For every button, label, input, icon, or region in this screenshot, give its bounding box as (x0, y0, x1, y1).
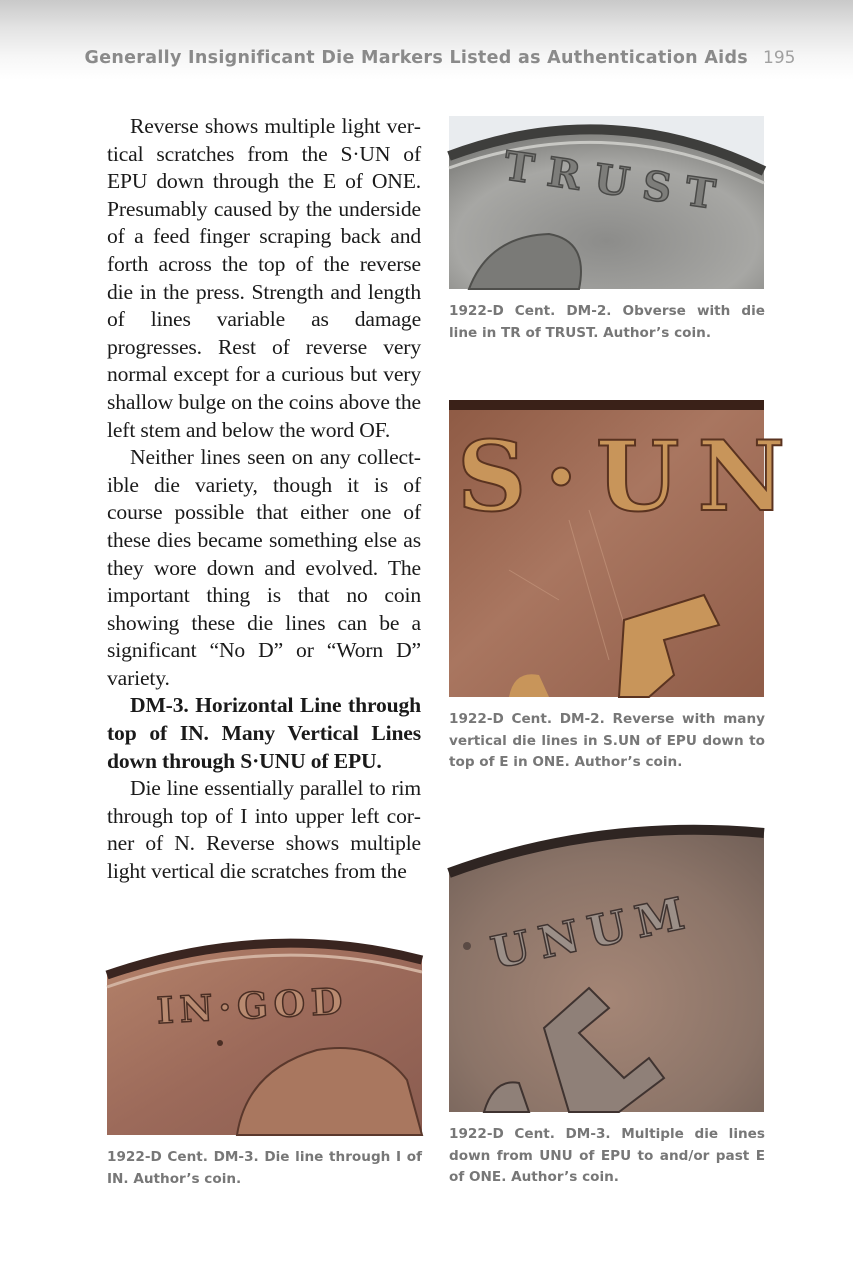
coin-photo-unum (449, 828, 764, 1112)
coin-photo-sun (449, 400, 804, 697)
body-text-column (107, 113, 421, 886)
coin-photo-trust (449, 116, 764, 289)
figure-caption: 1922-D Cent. DM-3. Die line through I of IN. Author’s coin. (107, 1149, 422, 1187)
section-heading: DM-3. Horizontal Line through top of IN. Many Vertical Lines down through S·UNU of EPU. (107, 693, 421, 773)
coin-photo-ingod (107, 930, 422, 1135)
coin-lettering: TRUST (500, 142, 732, 221)
coin-lettering: IN·GOD (155, 980, 350, 1033)
coin-lettering: S·UN (457, 420, 804, 533)
body-paragraph: Die line essentially parallel to rim through top of I into upper left corner of N. Reverse shows multiple light vertical die scratches from the (107, 776, 421, 884)
body-paragraph: Neither lines seen on any collectible die variety, though it is of course possible that either one of these dies became something else as they wore down and evolved. The important thing is that no coin showing these die lines can be a significant “No D” or “Worn D” variety. (107, 445, 421, 690)
running-title: Generally Insignificant Die Markers Listed as Authentication Aids (84, 48, 748, 68)
page-number: 195 (763, 48, 796, 68)
figure-caption: 1922-D Cent. DM-3. Multiple die lines down from UNU of EPU to and/or past E of ONE. Author’s coin. (449, 1126, 765, 1185)
figure-caption: 1922-D Cent. DM-2. Reverse with many vertical die lines in S.UN of EPU down to top of E in ONE. Author’s coin. (449, 711, 765, 770)
figure-caption: 1922-D Cent. DM-2. Obverse with die line in TR of TRUST. Author’s coin. (449, 303, 765, 341)
coin-lettering: UNUM (486, 886, 699, 980)
header-band (0, 0, 853, 80)
body-paragraph: Reverse shows multiple light vertical scratches from the S·UN of EPU down through the E of ONE. Presumably caused by the underside of a feed finger scraping back and forth across the top of the reverse die in the press. Strength and length of lines variable as damage progresses. Rest of reverse very normal except for a curious but very shallow bulge on the coins above the left stem and below the word OF. (107, 114, 421, 442)
